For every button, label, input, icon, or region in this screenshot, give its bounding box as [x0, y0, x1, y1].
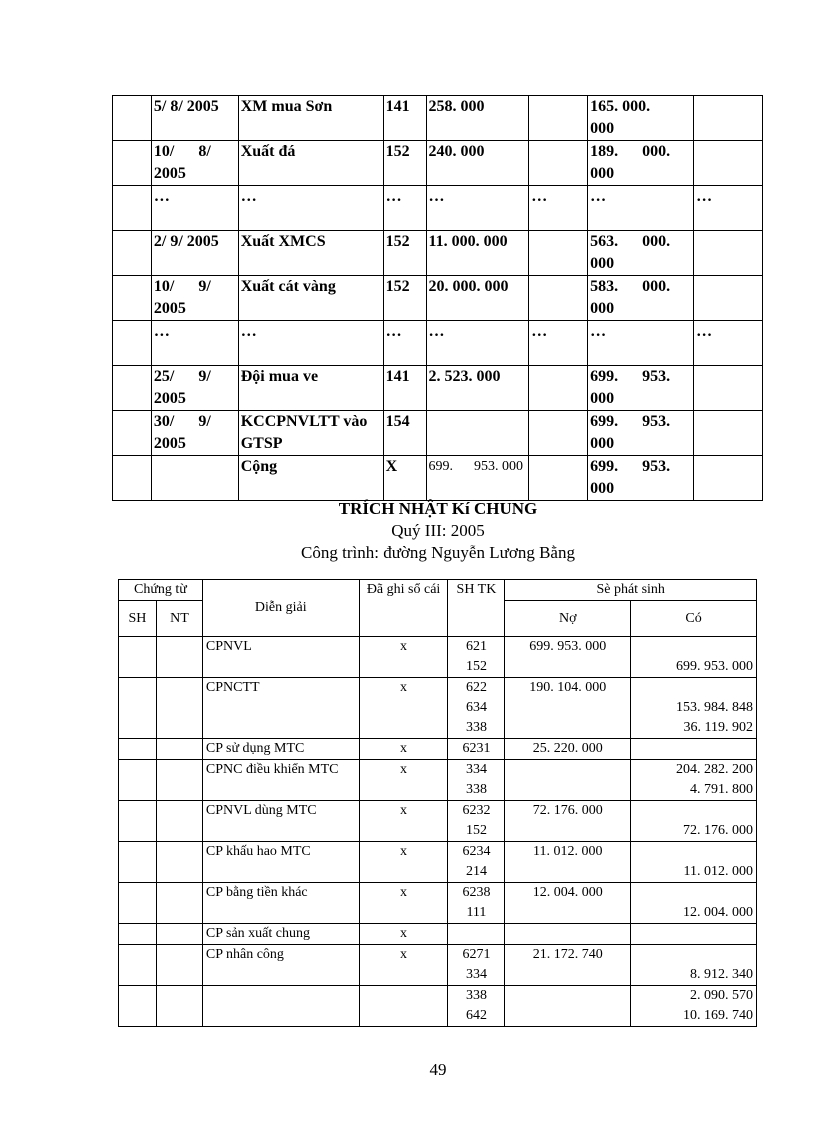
ledger-index-cell: [113, 366, 152, 411]
ledger-row: [113, 456, 763, 501]
journal-nt-cell: [156, 924, 202, 945]
ledger-balance-line1: …: [590, 323, 607, 340]
journal-posted-cell: x: [359, 678, 448, 739]
journal-debit-cell: 21. 172. 740: [505, 945, 631, 986]
journal-posted-cell: x: [359, 801, 448, 842]
ledger-balance-line1: 563. 000.: [590, 233, 671, 250]
ledger-account-cell: 152: [383, 276, 426, 321]
journal-debit-cell: [505, 986, 631, 1027]
ledger-desc-cell: Xuất XMCS: [238, 231, 383, 276]
ledger-date-cell: 30/ 9/ 2005: [151, 411, 238, 456]
journal-account-cell: 6271 334: [448, 945, 505, 986]
ledger-col8-cell: …: [694, 321, 763, 366]
ledger-account-cell: 154: [383, 411, 426, 456]
ledger-col6-cell: [529, 276, 588, 321]
journal-row: [119, 945, 757, 986]
voucher-header: Chứng từ: [119, 580, 203, 601]
ledger-balance-line1: …: [590, 188, 607, 205]
description-header: Diễn giải: [202, 580, 359, 637]
journal-desc-cell: CP nhân công: [202, 945, 359, 986]
ledger-amount-cell: 258. 000: [426, 96, 529, 141]
journal-debit-cell: 11. 012. 000: [505, 842, 631, 883]
journal-credit-cell: 2. 090. 570 10. 169. 740: [631, 986, 757, 1027]
journal-credit-cell: 8. 912. 340: [631, 945, 757, 986]
ledger-date-cell: 10/ 9/ 2005: [151, 276, 238, 321]
journal-posted-cell: x: [359, 883, 448, 924]
ledger-amount-cell: 699. 953. 000: [426, 456, 529, 501]
ledger-row: [113, 321, 763, 366]
ledger-row: [113, 96, 763, 141]
ledger-balance-line1: 699. 953.: [590, 368, 671, 385]
ledger-balance-line2: 000: [590, 255, 615, 272]
journal-account-cell: 6232 152: [448, 801, 505, 842]
journal-row: [119, 801, 757, 842]
ledger-date-cell: 10/ 8/ 2005: [151, 141, 238, 186]
journal-credit-cell: 204. 282. 200 4. 791. 800: [631, 760, 757, 801]
ledger-balance-line1: 583. 000.: [590, 278, 671, 295]
ledger-row: [113, 276, 763, 321]
journal-sh-cell: [119, 760, 157, 801]
ledger-amount-cell: 2. 523. 000: [426, 366, 529, 411]
ledger-balance-line1: 699. 953.: [590, 458, 671, 475]
ledger-account-cell: …: [383, 186, 426, 231]
ledger-desc-cell: …: [238, 186, 383, 231]
journal-row: [119, 678, 757, 739]
page-number: 49: [429, 1060, 447, 1079]
journal-account-cell: 334 338: [448, 760, 505, 801]
ledger-balance-cell: [588, 366, 694, 411]
ledger-balance-line2: 000: [590, 480, 615, 497]
journal-row: [119, 637, 757, 678]
ledger-date-cell: 2/ 9/ 2005: [151, 231, 238, 276]
ledger-balance-line1: 699. 953.: [590, 413, 671, 430]
journal-sh-cell: [119, 842, 157, 883]
ledger-balance-line2: 000: [590, 165, 615, 182]
journal-project: Công trình: đường Nguyễn Lương Bằng: [301, 543, 575, 562]
journal-debit-cell: 699. 953. 000: [505, 637, 631, 678]
journal-nt-cell: [156, 678, 202, 739]
ledger-amount-cell: [426, 411, 529, 456]
ledger-row: [113, 366, 763, 411]
journal-posted-cell: x: [359, 945, 448, 986]
ledger-index-cell: [113, 186, 152, 231]
journal-credit-cell: 153. 984. 848 36. 119. 902: [631, 678, 757, 739]
ledger-amount-cell: 11. 000. 000: [426, 231, 529, 276]
journal-sh-cell: [119, 801, 157, 842]
ledger-col6-cell: [529, 456, 588, 501]
journal-credit-cell: [631, 924, 757, 945]
journal-row: [119, 739, 757, 760]
journal-debit-cell: 72. 176. 000: [505, 801, 631, 842]
journal-nt-cell: [156, 739, 202, 760]
ledger-balance-line1: 165. 000.: [590, 98, 651, 115]
journal-debit-cell: 12. 004. 000: [505, 883, 631, 924]
ledger-col8-cell: [694, 96, 763, 141]
ledger-desc-cell: XM mua Sơn: [238, 96, 383, 141]
journal-nt-cell: [156, 801, 202, 842]
journal-credit-cell: 12. 004. 000: [631, 883, 757, 924]
ledger-balance-cell: [588, 141, 694, 186]
journal-sh-cell: [119, 637, 157, 678]
journal-quarter: Quý III: 2005: [391, 521, 485, 540]
journal-sh-cell: [119, 678, 157, 739]
journal-account-cell: 6231: [448, 739, 505, 760]
ledger-amount-cell: …: [426, 186, 529, 231]
journal-desc-cell: CP khấu hao MTC: [202, 842, 359, 883]
journal-debit-cell: 25. 220. 000: [505, 739, 631, 760]
journal-account-cell: 6238 111: [448, 883, 505, 924]
journal-account-cell: 6234 214: [448, 842, 505, 883]
journal-nt-cell: [156, 760, 202, 801]
ledger-col6-cell: …: [529, 186, 588, 231]
ledger-balance-cell: [588, 276, 694, 321]
ledger-row: [113, 141, 763, 186]
ledger-amount-cell: 240. 000: [426, 141, 529, 186]
journal-sh-cell: [119, 883, 157, 924]
ledger-desc-cell: KCCPNVLTT vào GTSP: [238, 411, 383, 456]
journal-debit-cell: [505, 760, 631, 801]
journal-posted-cell: x: [359, 924, 448, 945]
ledger-col6-cell: [529, 96, 588, 141]
ledger-col8-cell: [694, 456, 763, 501]
journal-desc-cell: [202, 986, 359, 1027]
journal-credit-cell: 699. 953. 000: [631, 637, 757, 678]
amounts-header: Sè phát sinh: [505, 580, 757, 601]
ledger-col8-cell: [694, 411, 763, 456]
ledger-balance-line1: 189. 000.: [590, 143, 671, 160]
journal-title: TRÍCH NHẬT Kí CHUNG: [338, 499, 538, 518]
journal-account-cell: [448, 924, 505, 945]
ledger-account-cell: X: [383, 456, 426, 501]
journal-credit-cell: 72. 176. 000: [631, 801, 757, 842]
ledger-col6-cell: [529, 141, 588, 186]
posted-header: Đã ghi sổ cái: [359, 580, 448, 637]
ledger-col8-cell: [694, 276, 763, 321]
ledger-balance-line2: 000: [590, 435, 615, 452]
journal-nt-cell: [156, 986, 202, 1027]
journal-posted-cell: x: [359, 739, 448, 760]
ledger-date-cell: …: [151, 321, 238, 366]
ledger-desc-cell: …: [238, 321, 383, 366]
ledger-desc-cell: Đội mua ve: [238, 366, 383, 411]
ledger-account-cell: …: [383, 321, 426, 366]
ledger-desc-cell: Xuất cát vàng: [238, 276, 383, 321]
journal-sh-cell: [119, 945, 157, 986]
ledger-balance-line2: 000: [590, 300, 615, 317]
journal-account-cell: 338 642: [448, 986, 505, 1027]
ledger-balance-cell: [588, 456, 694, 501]
journal-nt-cell: [156, 945, 202, 986]
ledger-date-cell: [151, 456, 238, 501]
ledger-date-cell: …: [151, 186, 238, 231]
journal-nt-cell: [156, 842, 202, 883]
ledger-amount-cell: …: [426, 321, 529, 366]
ledger-index-cell: [113, 276, 152, 321]
journal-desc-cell: CPNVL dùng MTC: [202, 801, 359, 842]
ledger-index-cell: [113, 96, 152, 141]
journal-desc-cell: CP sản xuất chung: [202, 924, 359, 945]
ledger-col6-cell: [529, 366, 588, 411]
journal-desc-cell: CPNCTT: [202, 678, 359, 739]
ledger-col6-cell: [529, 411, 588, 456]
ledger-index-cell: [113, 141, 152, 186]
journal-credit-cell: [631, 739, 757, 760]
ledger-row: [113, 231, 763, 276]
journal-row: [119, 883, 757, 924]
nt-header: NT: [156, 601, 202, 637]
sh-header: SH: [119, 601, 157, 637]
ledger-amount-cell: 20. 000. 000: [426, 276, 529, 321]
ledger-col8-cell: [694, 231, 763, 276]
ledger-col8-cell: [694, 366, 763, 411]
journal-desc-cell: CPNC điều khiển MTC: [202, 760, 359, 801]
ledger-col6-cell: [529, 231, 588, 276]
ledger-index-cell: [113, 231, 152, 276]
ledger-balance-line2: [590, 208, 691, 230]
ledger-balance-cell: [588, 411, 694, 456]
journal-row: [119, 986, 757, 1027]
journal-posted-cell: [359, 986, 448, 1027]
journal-debit-cell: [505, 924, 631, 945]
ledger-row: [113, 186, 763, 231]
ledger-balance-line2: 000: [590, 390, 615, 407]
journal-row: [119, 760, 757, 801]
journal-sh-cell: [119, 986, 157, 1027]
ledger-date-cell: 25/ 9/ 2005: [151, 366, 238, 411]
ledger-col6-cell: …: [529, 321, 588, 366]
journal-desc-cell: CP bằng tiền khác: [202, 883, 359, 924]
general-ledger-table: [112, 95, 763, 501]
ledger-balance-line2: 000: [590, 120, 615, 137]
ledger-account-cell: 141: [383, 96, 426, 141]
journal-posted-cell: x: [359, 760, 448, 801]
journal-debit-cell: 190. 104. 000: [505, 678, 631, 739]
ledger-date-cell: 5/ 8/ 2005: [151, 96, 238, 141]
journal-sh-cell: [119, 739, 157, 760]
ledger-balance-cell: [588, 186, 694, 231]
journal-desc-cell: CP sử dụng MTC: [202, 739, 359, 760]
journal-account-cell: 621 152: [448, 637, 505, 678]
ledger-account-cell: 152: [383, 141, 426, 186]
ledger-balance-cell: [588, 321, 694, 366]
debit-header: Nợ: [505, 601, 631, 637]
ledger-desc-cell: Xuất đá: [238, 141, 383, 186]
journal-sh-cell: [119, 924, 157, 945]
journal-credit-cell: 11. 012. 000: [631, 842, 757, 883]
ledger-desc-cell: Cộng: [238, 456, 383, 501]
ledger-index-cell: [113, 411, 152, 456]
journal-posted-cell: x: [359, 842, 448, 883]
journal-account-cell: 622 634 338: [448, 678, 505, 739]
credit-header: Có: [631, 601, 757, 637]
ledger-balance-line2: [590, 343, 691, 365]
journal-nt-cell: [156, 883, 202, 924]
ledger-account-cell: 141: [383, 366, 426, 411]
ledger-balance-cell: [588, 231, 694, 276]
ledger-col8-cell: [694, 141, 763, 186]
ledger-balance-cell: [588, 96, 694, 141]
ledger-col8-cell: …: [694, 186, 763, 231]
ledger-index-cell: [113, 456, 152, 501]
ledger-index-cell: [113, 321, 152, 366]
journal-posted-cell: x: [359, 637, 448, 678]
journal-row: [119, 842, 757, 883]
journal-desc-cell: CPNVL: [202, 637, 359, 678]
journal-nt-cell: [156, 637, 202, 678]
ledger-row: [113, 411, 763, 456]
journal-row: [119, 924, 757, 945]
ledger-account-cell: 152: [383, 231, 426, 276]
general-journal-table: [118, 579, 757, 1027]
account-header: SH TK: [448, 580, 505, 637]
